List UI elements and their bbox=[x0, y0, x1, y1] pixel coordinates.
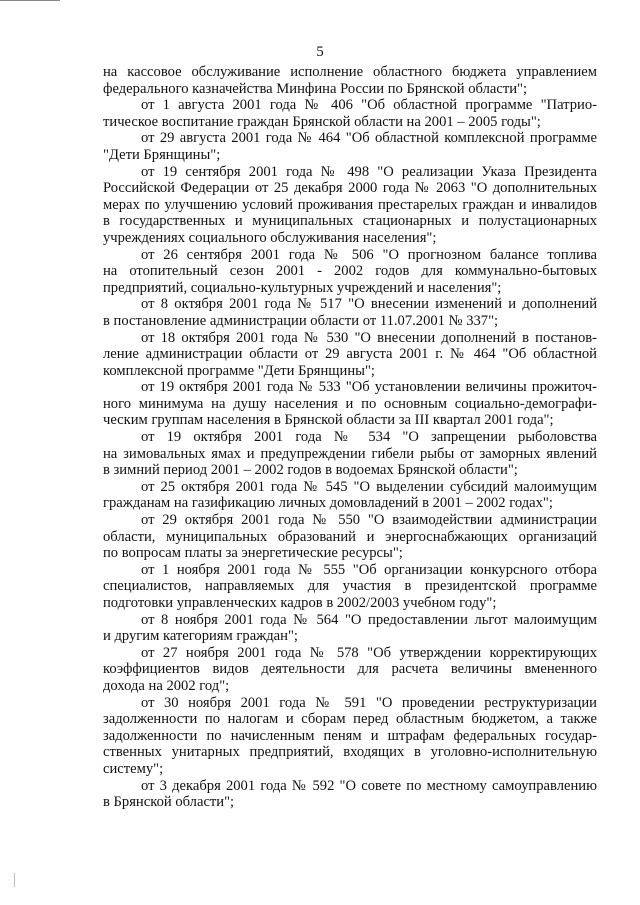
text-line: от 30 ноября 2001 года № 591 "О проведении реструктуризации bbox=[141, 694, 597, 711]
page-number: 5 bbox=[316, 44, 324, 60]
text-line: мерах по улучшению условий проживания престарелых граждан и инвалидов bbox=[103, 196, 597, 213]
text-line: от 29 августа 2001 года № 464 "Об областной комплексной программе bbox=[141, 130, 597, 147]
text-line: гражданам на газификацию личных домовладений в 2001 – 2002 годах"; bbox=[103, 495, 553, 512]
text-line: в постановление администрации области от 11.07.2001 № 337"; bbox=[103, 312, 499, 329]
text-line: задолженности по начисленным пеням и штрафам федеральных государ- bbox=[103, 727, 597, 744]
text-line: "Дети Брянщины"; bbox=[103, 146, 221, 163]
text-line: от 1 ноября 2001 года № 555 "Об организации конкурсного отбора bbox=[141, 561, 597, 578]
text-line: на отопительный сезон 2001 - 2002 годов для коммунально-бытовых bbox=[103, 263, 597, 280]
text-line: области, муниципальных образований и энергоснабжающих организаций bbox=[103, 528, 597, 545]
text-line: на кассовое обслуживание исполнение областного бюджета управлением bbox=[103, 64, 597, 80]
margin-mark bbox=[14, 873, 15, 887]
text-line: от 3 декабря 2001 года № 592 "О совете по местному самоуправлению bbox=[141, 777, 597, 794]
text-line: учреждениях социального обслуживания населения"; bbox=[103, 229, 437, 246]
text-line: комплексной программе "Дети Брянщины"; bbox=[103, 362, 375, 379]
text-line: от 8 ноября 2001 года № 564 "О предоставлении льгот малоимущим bbox=[141, 611, 597, 628]
text-line: специалистов, направляемых для участия в президентской программе bbox=[103, 578, 597, 595]
text-line: ственных унитарных предприятий, входящих в уголовно-исполнительную bbox=[103, 744, 597, 761]
text-line: в Брянской области"; bbox=[103, 794, 235, 811]
text-line: от 1 августа 2001 года № 406 "Об областной программе "Патрио- bbox=[141, 97, 597, 114]
document-body bbox=[103, 64, 597, 811]
text-line: от 27 ноября 2001 года № 578 "Об утверждении корректирующих bbox=[141, 644, 597, 661]
text-line: от 19 октября 2001 года № 534 "О запрещении рыболовства bbox=[141, 429, 597, 446]
text-line: подготовки управленческих кадров в 2002/2003 учебном году"; bbox=[103, 595, 497, 611]
text-line: от 19 сентября 2001 года № 498 "О реализации Указа Президента bbox=[141, 163, 597, 180]
text-line: в государственных и муниципальных стационарных и полустационарных bbox=[103, 213, 597, 230]
text-line: от 26 сентября 2001 года № 506 "О прогнозном балансе топлива bbox=[141, 246, 597, 263]
text-line: федерального казначейства Минфина России по Брянской области"; bbox=[103, 80, 528, 97]
text-line: ческим группам населения в Брянской области за III квартал 2001 года"; bbox=[103, 412, 554, 429]
text-line: на зимовальных ямах и предупреждении гибели рыбы от заморных явлений bbox=[103, 445, 597, 462]
text-line: от 29 октября 2001 года № 550 "О взаимодействии администрации bbox=[141, 512, 597, 529]
text-line: от 25 октября 2001 года № 545 "О выделении субсидий малоимущим bbox=[141, 478, 597, 495]
text-line: в зимний период 2001 – 2002 годов в водоемах Брянской области"; bbox=[103, 462, 518, 479]
text-line: и другим категориям граждан"; bbox=[103, 628, 298, 645]
text-line: задолженности по налогам и сборам перед областным бюджетом, а также bbox=[103, 711, 597, 728]
text-line: по вопросам платы за энергетические ресурсы"; bbox=[103, 545, 403, 562]
text-line: ление администрации области от 29 августа 2001 г. № 464 "Об областной bbox=[103, 346, 597, 363]
text-line: от 8 октября 2001 года № 517 "О внесении изменений и дополнений bbox=[141, 296, 597, 313]
top-edge-rule bbox=[0, 0, 60, 1]
text-line: от 18 октября 2001 года № 530 "О внесении дополнений в постанов- bbox=[141, 329, 597, 346]
text-line: от 19 октября 2001 года № 533 "Об установлении величины прожиточ- bbox=[141, 379, 597, 396]
text-line: ного минимума на душу населения и по основным социально-демографи- bbox=[103, 395, 597, 412]
text-line: предприятий, социально-культурных учреждений и населения"; bbox=[103, 279, 502, 296]
text-line: тическое воспитание граждан Брянской области на 2001 – 2005 годы"; bbox=[103, 113, 541, 130]
text-line: систему"; bbox=[103, 760, 164, 777]
text-line: дохода на 2002 год"; bbox=[103, 677, 230, 694]
text-line: Российской Федерации от 25 декабря 2000 года № 2063 "О дополнительных bbox=[103, 180, 597, 197]
text-line: коэффициентов видов деятельности для расчета величины вмененного bbox=[103, 661, 597, 678]
